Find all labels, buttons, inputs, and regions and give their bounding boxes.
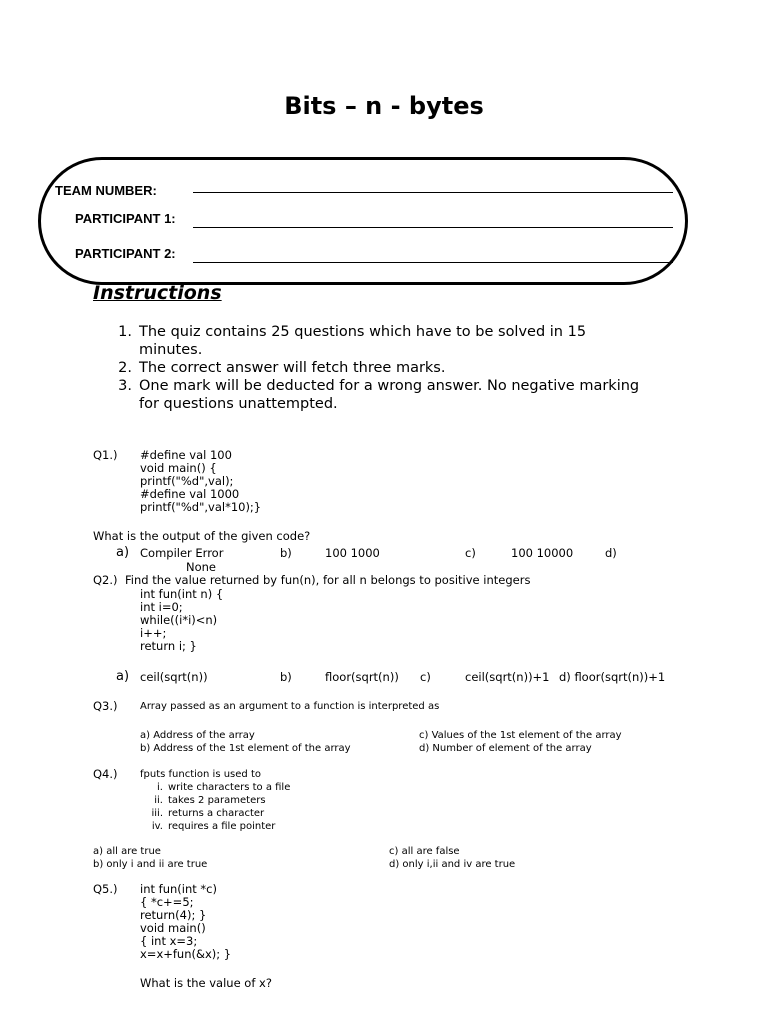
participant-2-label: PARTICIPANT 2: bbox=[75, 246, 176, 261]
instruction-number: 3. bbox=[118, 378, 132, 394]
code-line: int fun(int n) { bbox=[140, 587, 224, 601]
option-a: a) all are true bbox=[93, 846, 161, 857]
option-b: b) only i and ii are true bbox=[93, 859, 208, 870]
list-number: i. bbox=[157, 782, 163, 793]
instruction-number: 2. bbox=[118, 360, 132, 376]
list-number: iv. bbox=[151, 821, 163, 832]
option-b-letter: b) bbox=[280, 670, 292, 684]
participant-2-line[interactable] bbox=[193, 262, 673, 263]
code-line: return i; } bbox=[140, 639, 197, 653]
option-b-letter: b) bbox=[280, 546, 292, 560]
q5-label: Q5.) bbox=[93, 882, 118, 896]
option-d: d) floor(sqrt(n))+1 bbox=[559, 670, 666, 684]
team-number-label: TEAM NUMBER: bbox=[55, 183, 157, 198]
list-item: write characters to a file bbox=[168, 782, 291, 793]
q1-question: What is the output of the given code? bbox=[93, 529, 311, 543]
code-line: int fun(int *c) bbox=[140, 882, 217, 896]
option-a: a) Address of the array bbox=[140, 730, 255, 741]
q3-label: Q3.) bbox=[93, 699, 118, 713]
instruction-text: The correct answer will fetch three marks. bbox=[139, 360, 446, 376]
code-line: return(4); } bbox=[140, 908, 207, 922]
q5-question: What is the value of x? bbox=[140, 976, 272, 990]
code-line: { int x=3; bbox=[140, 934, 198, 948]
code-line: int i=0; bbox=[140, 600, 183, 614]
q4-label: Q4.) bbox=[93, 767, 118, 781]
participant-1-label: PARTICIPANT 1: bbox=[75, 211, 176, 226]
list-item: returns a character bbox=[168, 808, 265, 819]
q1-label: Q1.) bbox=[93, 448, 118, 462]
instructions-heading: Instructions bbox=[93, 282, 222, 304]
code-line: { *c+=5; bbox=[140, 895, 194, 909]
code-line: x=x+fun(&x); } bbox=[140, 947, 232, 961]
instruction-number: 1. bbox=[118, 324, 132, 340]
option-d: d) Number of element of the array bbox=[419, 743, 592, 754]
option-b: b) Address of the 1st element of the array bbox=[140, 743, 351, 754]
option-b: 100 1000 bbox=[325, 546, 380, 560]
list-number: iii. bbox=[151, 808, 163, 819]
instruction-text: The quiz contains 25 questions which have to be solved in 15 bbox=[139, 324, 587, 340]
code-line: printf("%d",val); bbox=[140, 474, 234, 488]
option-c-letter: c) bbox=[465, 546, 476, 560]
option-c: c) all are false bbox=[389, 846, 460, 857]
list-number: ii. bbox=[154, 795, 163, 806]
instruction-text: for questions unattempted. bbox=[139, 396, 338, 412]
code-line: #define val 1000 bbox=[140, 487, 240, 501]
q2-label: Q2.) bbox=[93, 573, 118, 587]
code-line: #define val 100 bbox=[140, 448, 232, 462]
q4-question: fputs function is used to bbox=[140, 769, 261, 780]
option-c-letter: c) bbox=[420, 670, 431, 684]
instruction-text: minutes. bbox=[139, 342, 203, 358]
code-line: while((i*i)<n) bbox=[140, 613, 218, 627]
option-c: ceil(sqrt(n))+1 bbox=[465, 670, 550, 684]
q2-question: Find the value returned by fun(n), for all n belongs to positive integers bbox=[125, 573, 531, 587]
option-c: 100 10000 bbox=[511, 546, 574, 560]
option-a: Compiler Error bbox=[140, 546, 224, 560]
code-line: void main() bbox=[140, 921, 206, 935]
participant-1-line[interactable] bbox=[193, 227, 673, 228]
list-item: takes 2 parameters bbox=[168, 795, 266, 806]
list-item: requires a file pointer bbox=[168, 821, 276, 832]
document-title: Bits – n - bytes bbox=[284, 92, 484, 120]
team-number-line[interactable] bbox=[193, 192, 673, 193]
code-line: i++; bbox=[140, 626, 167, 640]
option-d-letter: d) bbox=[605, 546, 617, 560]
option-a: ceil(sqrt(n)) bbox=[140, 670, 208, 684]
option-d: d) only i,ii and iv are true bbox=[389, 859, 516, 870]
code-line: printf("%d",val*10);} bbox=[140, 500, 262, 514]
option-b: floor(sqrt(n)) bbox=[325, 670, 399, 684]
option-c: c) Values of the 1st element of the array bbox=[419, 730, 622, 741]
instruction-text: One mark will be deducted for a wrong answer. No negative marking bbox=[139, 378, 640, 394]
option-a-letter: a) bbox=[116, 669, 130, 684]
code-line: void main() { bbox=[140, 461, 217, 475]
option-a-letter: a) bbox=[116, 545, 130, 560]
q3-question: Array passed as an argument to a function is interpreted as bbox=[140, 701, 440, 712]
option-d: None bbox=[186, 560, 217, 574]
